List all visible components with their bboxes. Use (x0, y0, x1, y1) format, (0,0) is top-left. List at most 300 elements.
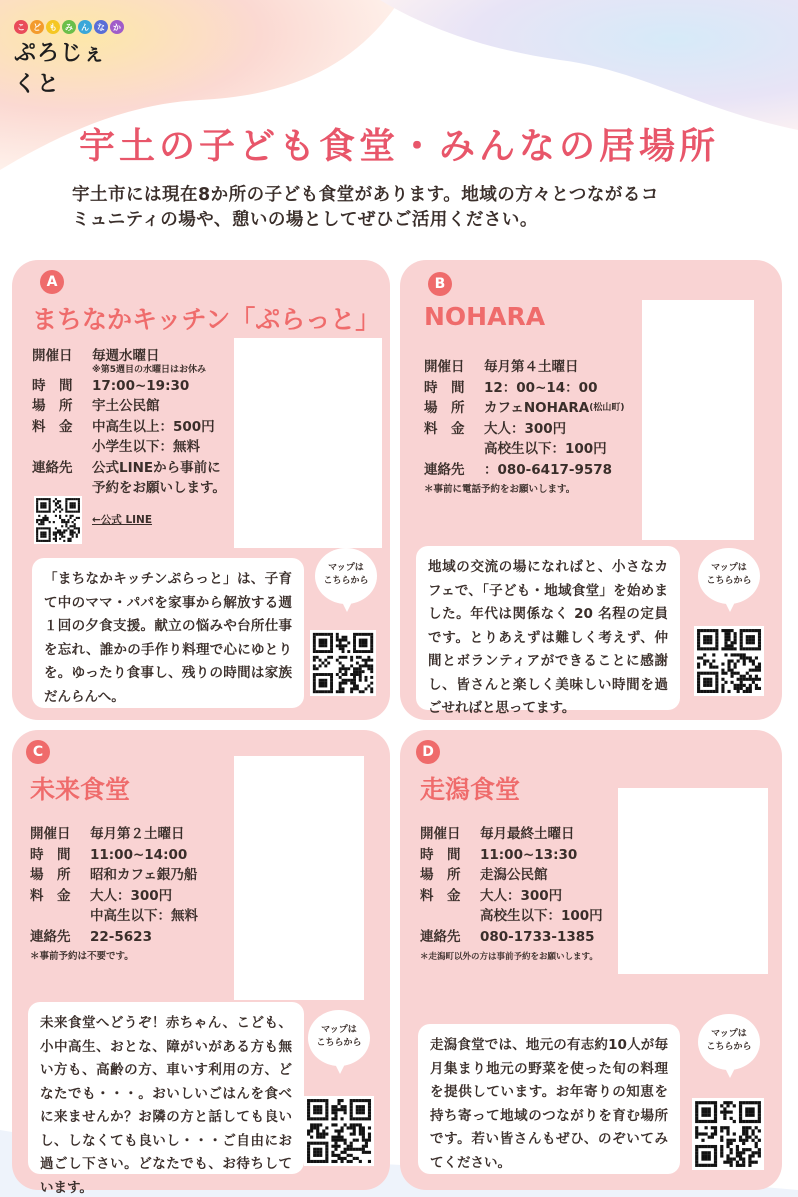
qr-module (749, 684, 752, 687)
qr-module (327, 650, 330, 653)
qr-module (367, 685, 370, 688)
qr-module (319, 1123, 322, 1126)
qr-module (61, 534, 63, 536)
qr-module (69, 515, 71, 517)
qr-module (740, 653, 743, 656)
qr-module (752, 641, 755, 644)
qr-module (65, 525, 67, 527)
qr-module (726, 1132, 729, 1135)
qr-module (745, 1136, 748, 1139)
qr-module (353, 1129, 356, 1132)
qr-module (720, 1139, 723, 1142)
qr-module (324, 679, 327, 682)
qr-module (709, 678, 712, 681)
qr-module (742, 1101, 745, 1104)
card-name: まちなかキッチン「ぷらっと」 (32, 305, 381, 334)
qr-module (359, 1126, 362, 1129)
qr-module (365, 644, 368, 647)
qr-module (44, 517, 46, 519)
qr-module (334, 1136, 337, 1139)
qr-module (350, 673, 353, 676)
info-row (30, 845, 198, 866)
qr-module (708, 1154, 711, 1157)
qr-module (316, 1142, 319, 1145)
qr-module (709, 666, 712, 669)
qr-pattern (304, 1096, 374, 1166)
qr-module (344, 1148, 347, 1151)
qr-module (705, 1126, 708, 1129)
qr-module (695, 1101, 698, 1104)
qr-module (76, 527, 78, 529)
qr-module (743, 647, 746, 650)
qr-module (350, 682, 353, 685)
qr-module (758, 1139, 761, 1142)
qr-module (751, 1129, 754, 1132)
qr-module (359, 1133, 362, 1136)
qr-module (74, 525, 76, 527)
qr-module (743, 684, 746, 687)
qr-module (336, 690, 339, 693)
qr-module (755, 678, 758, 681)
qr-module (697, 638, 700, 641)
qr-module (350, 1105, 353, 1108)
qr-module (53, 521, 55, 523)
qr-module (740, 687, 743, 690)
qr-module (695, 1107, 698, 1110)
qr-module (755, 1161, 758, 1164)
qr-module (65, 498, 67, 500)
bubble-text: マップは (321, 1025, 357, 1035)
qr-module (67, 540, 69, 542)
qr-module (69, 511, 71, 513)
qr-module (57, 506, 59, 508)
qr-module (337, 1129, 340, 1132)
qr-module (727, 635, 730, 638)
qr-module (38, 523, 40, 525)
qr-module (370, 633, 373, 636)
qr-module (752, 638, 755, 641)
qr-module (350, 1126, 353, 1129)
qr-module (313, 1108, 316, 1111)
qr-module (758, 1129, 761, 1132)
qr-module (745, 1139, 748, 1142)
qr-module (697, 675, 700, 678)
qr-module (356, 1157, 359, 1160)
qr-module (313, 685, 316, 688)
qr-module (313, 664, 316, 667)
info-label: 時 間 (420, 846, 461, 863)
qr-module (325, 1111, 328, 1114)
line-link[interactable]: ←公式 LINE (92, 514, 153, 526)
qr-module (337, 1145, 340, 1148)
qr-module (325, 1105, 328, 1108)
qr-module (701, 1139, 704, 1142)
qr-module (709, 638, 712, 641)
qr-module (723, 1107, 726, 1110)
qr-module (61, 531, 63, 533)
qr-module (368, 1105, 371, 1108)
qr-module (715, 672, 718, 675)
qr-module (724, 644, 727, 647)
qr-module (319, 633, 322, 636)
info-row (420, 927, 603, 948)
qr-module (370, 659, 373, 662)
map-qr-code[interactable] (310, 630, 376, 696)
qr-module (742, 1139, 745, 1142)
qr-module (74, 506, 76, 508)
qr-module (72, 515, 74, 517)
qr-module (347, 1160, 350, 1163)
qr-module (59, 504, 61, 506)
qr-module (362, 1145, 365, 1148)
qr-module (695, 1126, 698, 1129)
qr-module (55, 527, 57, 529)
bubble-text: マップは (711, 563, 747, 573)
qr-module (44, 527, 46, 529)
qr-module (324, 673, 327, 676)
qr-module (730, 1157, 733, 1160)
qr-module (42, 540, 44, 542)
qr-module (737, 672, 740, 675)
qr-module (365, 1117, 368, 1120)
qr-module (313, 1142, 316, 1145)
qr-module (736, 1151, 739, 1154)
qr-module (720, 1129, 723, 1132)
info-value: 11:00~14:00 (90, 846, 188, 863)
info-label: 料 金 (32, 418, 73, 435)
qr-module (362, 670, 365, 673)
info-value: ：080-6417-9578 (484, 461, 613, 478)
qr-module (74, 527, 76, 529)
qr-module (758, 669, 761, 672)
qr-module (745, 1111, 748, 1114)
qr-module (715, 647, 718, 650)
qr-module (307, 1114, 310, 1117)
qr-module (310, 1136, 313, 1139)
qr-module (40, 531, 42, 533)
qr-module (714, 1126, 717, 1129)
info-row (424, 357, 624, 378)
qr-module (44, 511, 46, 513)
qr-module (739, 1164, 742, 1167)
logo-dots (14, 20, 124, 34)
qr-module (714, 1114, 717, 1117)
qr-module (65, 506, 67, 508)
qr-module (740, 675, 743, 678)
qr-module (742, 1148, 745, 1151)
qr-module (755, 684, 758, 687)
qr-module (44, 519, 46, 521)
qr-module (362, 1129, 365, 1132)
qr-module (745, 1120, 748, 1123)
qr-module (63, 529, 65, 531)
qr-module (72, 498, 74, 500)
qr-module (319, 679, 322, 682)
qr-module (313, 1117, 316, 1120)
qr-module (55, 536, 57, 538)
qr-module (697, 644, 700, 647)
qr-module (362, 1117, 365, 1120)
qr-module (359, 1148, 362, 1151)
qr-module (44, 534, 46, 536)
qr-module (714, 1148, 717, 1151)
qr-module (350, 1099, 353, 1102)
qr-module (695, 1148, 698, 1151)
qr-module (76, 536, 78, 538)
logo-dot: か (110, 20, 124, 34)
info-row (420, 886, 603, 907)
qr-module (731, 659, 734, 662)
qr-module (362, 1133, 365, 1136)
qr-module (334, 1111, 337, 1114)
qr-module (339, 690, 342, 693)
line-qr-code[interactable] (34, 496, 82, 544)
qr-module (362, 1108, 365, 1111)
qr-module (49, 540, 51, 542)
qr-module (362, 1139, 365, 1142)
qr-module (55, 540, 57, 542)
qr-module (743, 653, 746, 656)
qr-module (49, 506, 51, 508)
qr-module (325, 1151, 328, 1154)
qr-module (350, 1148, 353, 1151)
qr-module (316, 1160, 319, 1163)
qr-module (319, 641, 322, 644)
qr-module (697, 641, 700, 644)
qr-module (336, 639, 339, 642)
qr-module (321, 644, 324, 647)
qr-module (78, 529, 80, 531)
qr-module (708, 1136, 711, 1139)
qr-module (49, 527, 51, 529)
qr-module (362, 641, 365, 644)
info-row (420, 845, 603, 866)
qr-module (746, 647, 749, 650)
qr-module (47, 527, 49, 529)
qr-module (319, 1142, 322, 1145)
qr-module (74, 498, 76, 500)
qr-module (59, 531, 61, 533)
qr-module (67, 498, 69, 500)
photo-placeholder (642, 300, 754, 540)
qr-module (709, 641, 712, 644)
qr-module (313, 1126, 316, 1129)
qr-module (325, 1145, 328, 1148)
qr-module (698, 1132, 701, 1135)
info-row (32, 417, 226, 438)
info-value: 公式LINEから事前に (92, 459, 221, 476)
qr-module (353, 1099, 356, 1102)
qr-module (42, 506, 44, 508)
qr-module (310, 1126, 313, 1129)
qr-module (758, 644, 761, 647)
qr-module (739, 1157, 742, 1160)
qr-module (59, 529, 61, 531)
qr-module (40, 506, 42, 508)
photo-placeholder (234, 338, 382, 548)
qr-module (344, 656, 347, 659)
qr-module (341, 1105, 344, 1108)
qr-module (49, 509, 51, 511)
qr-module (720, 1145, 723, 1148)
qr-module (746, 678, 749, 681)
qr-module (49, 500, 51, 502)
qr-module (709, 635, 712, 638)
qr-module (325, 1126, 328, 1129)
qr-module (339, 644, 342, 647)
qr-module (734, 638, 737, 641)
map-qr-code[interactable] (304, 1096, 374, 1166)
qr-module (720, 1154, 723, 1157)
info-row (30, 927, 198, 948)
qr-module (40, 527, 42, 529)
qr-module (324, 650, 327, 653)
qr-module (751, 1154, 754, 1157)
qr-module (313, 687, 316, 690)
qr-module (324, 685, 327, 688)
qr-module (715, 675, 718, 678)
qr-module (730, 1164, 733, 1167)
qr-module (359, 1108, 362, 1111)
info-label (420, 906, 480, 927)
logo-dot: も (46, 20, 60, 34)
qr-module (59, 511, 61, 513)
map-qr-code[interactable] (692, 1098, 764, 1170)
qr-module (49, 502, 51, 504)
photo-placeholder (234, 756, 364, 1000)
qr-module (334, 1160, 337, 1163)
map-qr-code[interactable] (694, 626, 764, 696)
qr-module (740, 681, 743, 684)
qr-module (342, 667, 345, 670)
qr-module (347, 650, 350, 653)
qr-module (307, 1102, 310, 1105)
qr-module (748, 1161, 751, 1164)
qr-module (742, 1120, 745, 1123)
qr-module (78, 500, 80, 502)
qr-module (695, 1161, 698, 1164)
qr-module (737, 690, 740, 693)
qr-module (42, 521, 44, 523)
qr-pattern (692, 1098, 764, 1170)
qr-module (749, 641, 752, 644)
qr-module (55, 502, 57, 504)
qr-module (703, 653, 706, 656)
qr-module (758, 1117, 761, 1120)
qr-module (758, 638, 761, 641)
qr-module (723, 1101, 726, 1104)
qr-module (313, 1148, 316, 1151)
qr-module (703, 681, 706, 684)
qr-module (749, 687, 752, 690)
qr-module (737, 659, 740, 662)
qr-module (703, 690, 706, 693)
qr-module (703, 659, 706, 662)
qr-module (746, 687, 749, 690)
qr-module (721, 669, 724, 672)
qr-module (72, 504, 74, 506)
qr-module (69, 534, 71, 536)
qr-module (36, 511, 38, 513)
intro-line: ミュニティの場や、憩いの場としてぜひご活用ください。 (72, 210, 538, 230)
bubble-text: こちらから (323, 576, 369, 586)
qr-module (739, 1117, 742, 1120)
logo-dot: ど (30, 20, 44, 34)
qr-module (316, 1136, 319, 1139)
qr-module (742, 1157, 745, 1160)
qr-module (723, 1117, 726, 1120)
qr-module (350, 1145, 353, 1148)
info-label (32, 437, 92, 458)
qr-module (748, 1154, 751, 1157)
qr-module (330, 639, 333, 642)
qr-module (703, 638, 706, 641)
qr-module (42, 511, 44, 513)
info-value: カフェNOHARA (484, 400, 590, 416)
info-value: 大人：300円 (90, 887, 173, 904)
qr-module (61, 509, 63, 511)
info-value: 小学生以下：無料 (92, 439, 200, 455)
qr-module (44, 536, 46, 538)
qr-module (339, 687, 342, 690)
qr-module (368, 1139, 371, 1142)
qr-module (739, 1136, 742, 1139)
qr-module (74, 531, 76, 533)
qr-module (65, 500, 67, 502)
qr-module (368, 1108, 371, 1111)
qr-module (331, 1105, 334, 1108)
qr-module (316, 1148, 319, 1151)
qr-module (324, 659, 327, 662)
qr-module (356, 670, 359, 673)
qr-module (701, 1132, 704, 1135)
qr-module (350, 1123, 353, 1126)
info-row (32, 458, 226, 479)
qr-module (708, 1111, 711, 1114)
qr-module (723, 1114, 726, 1117)
qr-module (727, 638, 730, 641)
qr-module (359, 1111, 362, 1114)
qr-module (709, 663, 712, 666)
qr-module (749, 690, 752, 693)
qr-module (61, 525, 63, 527)
qr-module (342, 664, 345, 667)
qr-module (706, 678, 709, 681)
qr-module (65, 509, 67, 511)
qr-module (745, 1107, 748, 1110)
qr-module (714, 1145, 717, 1148)
qr-module (721, 672, 724, 675)
qr-module (74, 523, 76, 525)
qr-module (701, 1164, 704, 1167)
qr-module (742, 1126, 745, 1129)
qr-module (740, 644, 743, 647)
qr-module (724, 672, 727, 675)
qr-module (745, 1129, 748, 1132)
qr-module (739, 1111, 742, 1114)
qr-module (324, 644, 327, 647)
qr-module (359, 639, 362, 642)
qr-module (65, 523, 67, 525)
qr-module (313, 1160, 316, 1163)
card-name: 未来食堂 (30, 775, 131, 804)
qr-module (353, 1157, 356, 1160)
qr-module (339, 676, 342, 679)
qr-module (310, 1129, 313, 1132)
qr-module (49, 498, 51, 500)
qr-module (334, 1123, 337, 1126)
qr-module (313, 1105, 316, 1108)
